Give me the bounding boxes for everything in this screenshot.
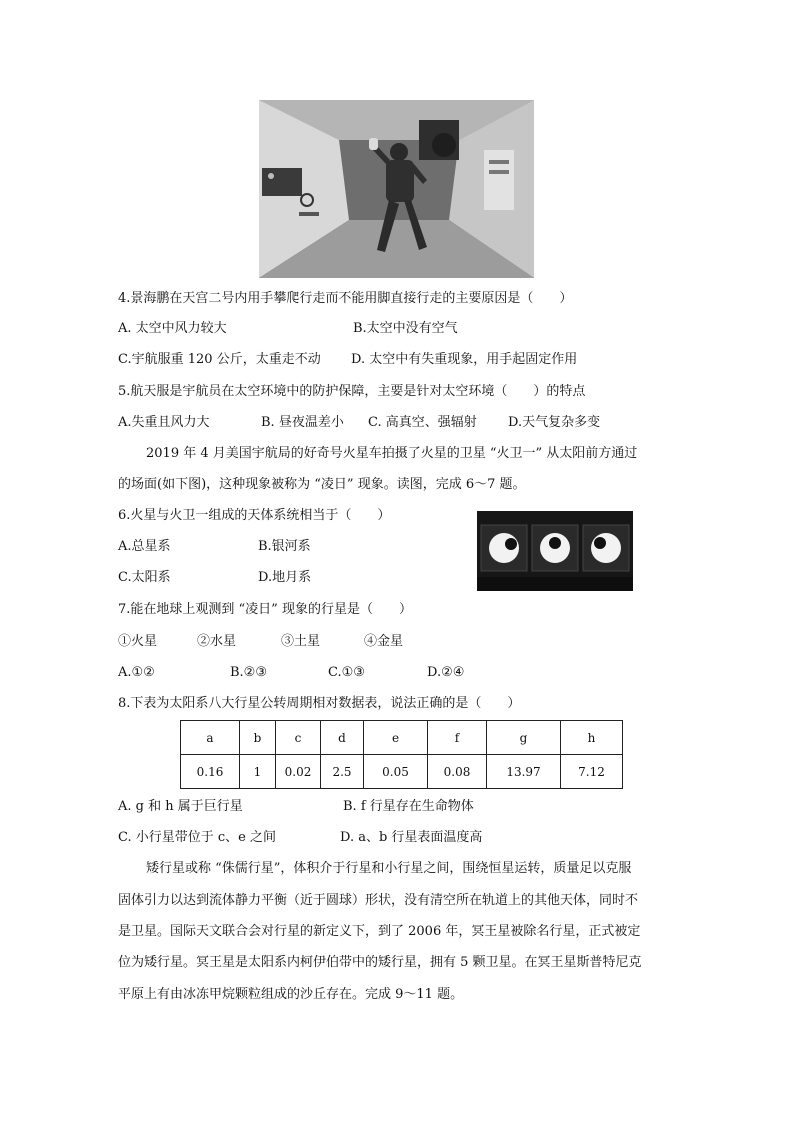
table-header-cell: h (561, 721, 623, 755)
sun-transit-frames-icon (477, 511, 633, 591)
q6-stem: 6.火星与火卫一组成的天体系统相当于（ ） (118, 508, 391, 523)
q7-item-3: ③土星 (281, 634, 321, 649)
q6-option-d: D.地月系 (258, 570, 312, 585)
table-header-cell: b (240, 721, 276, 755)
q6-option-c: C.太阳系 (118, 570, 171, 585)
passage2-line4: 位为矮行星。冥王星是太阳系内柯伊伯带中的矮行星，拥有 5 颗卫星。在冥王星斯普特尼克 (118, 955, 642, 970)
table-cell: 0.08 (428, 755, 487, 789)
q7-item-2: ②水星 (197, 634, 237, 649)
table-cell: 13.97 (487, 755, 561, 789)
q5-option-c: C. 高真空、强辐射 (368, 415, 477, 430)
table-cell: 2.5 (321, 755, 364, 789)
table-header-row (181, 721, 623, 755)
table-header-cell: e (364, 721, 428, 755)
table-cell: 7.12 (561, 755, 623, 789)
table-header-cell: f (428, 721, 487, 755)
passage2-line1: 矮行星或称 “侏儒行星”，体积介于行星和小行星之间，围绕恒星运转，质量足以克服 (146, 861, 632, 876)
table-cell: 1 (240, 755, 276, 789)
q8-option-a: A. g 和 h 属于巨行星 (118, 799, 243, 814)
q4-stem: 4.景海鹏在天宫二号内用手攀爬行走而不能用脚直接行走的主要原因是（ ） (118, 291, 573, 306)
astronaut-photo (259, 100, 534, 278)
q4-option-d: D. 太空中有失重现象，用手起固定作用 (351, 352, 578, 367)
q5-option-b: B. 昼夜温差小 (261, 415, 344, 430)
q8-option-b: B. f 行星存在生命物体 (343, 799, 474, 814)
phobos-transit-image (477, 511, 633, 591)
table-header-cell: c (276, 721, 321, 755)
q7-item-4: ④金星 (364, 634, 404, 649)
table-row (181, 755, 623, 789)
q4-option-c: C.宇航服重 120 公斤，太重走不动 (118, 352, 321, 367)
table-cell: 0.02 (276, 755, 321, 789)
q7-item-1: ①火星 (118, 634, 158, 649)
q5-option-d: D.天气复杂多变 (508, 415, 601, 430)
orbital-period-table (180, 720, 623, 789)
passage2-line2: 固体引力以达到流体静力平衡（近于圆球）形状，没有清空所在轨道上的其他天体，同时不 (118, 893, 639, 908)
astronaut-in-station-icon (259, 100, 534, 278)
passage1-line2: 的场面(如下图)，这种现象被称为 “凌日” 现象。读图，完成 6～7 题。 (118, 477, 526, 492)
q6-option-a: A.总星系 (118, 539, 171, 554)
table-header-cell: a (181, 721, 240, 755)
q7-option-a: A.①② (118, 665, 155, 680)
q7-option-d: D.②④ (427, 665, 465, 680)
table-header-cell: d (321, 721, 364, 755)
q5-option-a: A.失重且风力大 (118, 415, 210, 430)
q5-stem: 5.航天服是宇航员在太空环境中的防护保障，主要是针对太空环境（ ）的特点 (118, 384, 586, 399)
q8-option-c: C. 小行星带位于 c、e 之间 (118, 830, 276, 845)
passage2-line5: 平原上有由冰冻甲烷颗粒组成的沙丘存在。完成 9～11 题。 (118, 987, 464, 1002)
q7-option-c: C.①③ (328, 665, 365, 680)
q8-stem: 8.下表为太阳系八大行星公转周期相对数据表，说法正确的是（ ） (118, 696, 521, 711)
q4-option-a: A. 太空中风力较大 (118, 321, 227, 336)
table-cell: 0.05 (364, 755, 428, 789)
q7-option-b: B.②③ (230, 665, 267, 680)
q8-option-d: D. a、b 行星表面温度高 (340, 830, 483, 845)
table-cell: 0.16 (181, 755, 240, 789)
q4-option-b: B.太空中没有空气 (353, 321, 458, 336)
passage1-line1: 2019 年 4 月美国宇航局的好奇号火星车拍摄了火星的卫星 “火卫一” 从太阳前方通过 (146, 446, 638, 461)
passage2-line3: 是卫星。国际天文联合会对行星的新定义下，到了 2006 年，冥王星被除名行星，正式被定 (118, 924, 641, 939)
table-header-cell: g (487, 721, 561, 755)
q7-stem: 7.能在地球上观测到 “凌日” 现象的行星是（ ） (118, 602, 412, 617)
q6-option-b: B.银河系 (258, 539, 311, 554)
